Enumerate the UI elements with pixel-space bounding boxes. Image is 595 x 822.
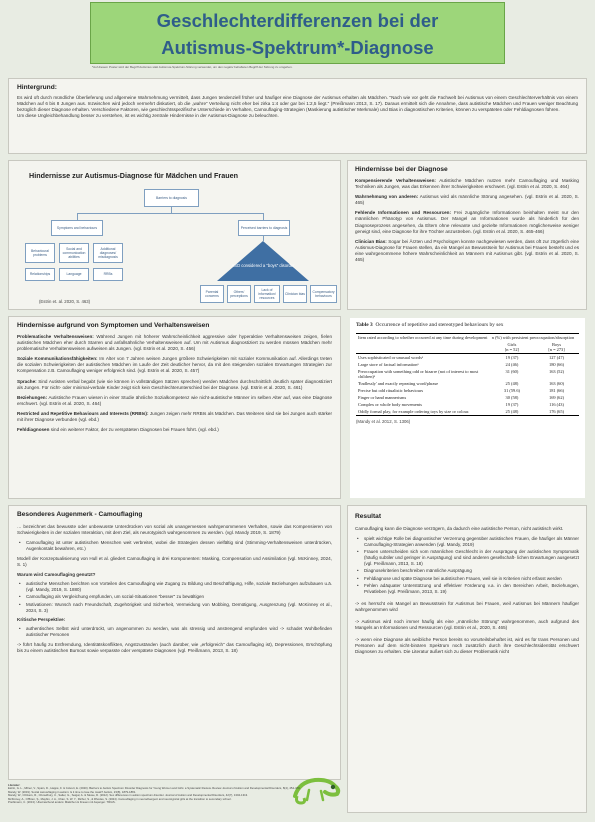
diagnose-item <box>355 194 579 206</box>
diagnose-item-term: Fehlende Informationen und Ressourcen: <box>355 210 452 216</box>
camouflage-kritisch-heading: Kritische Perspektive: <box>17 616 66 622</box>
symptome-item-text: Während Jungen mit höherer Wahrscheinlichkeit aggressive oder hyperaktive Verhaltensweisen zeigen, fielen autistischen Mädchen eher durch Starren und anfallsähnliche Verhaltensweisen auf. Um mit Autismus diagnostiziert zu werden müssen Mädchen mehr problematische Verhaltensweisen aufweisen als Jungen. (vgl. Estrin et al. 2020, S. 456) <box>17 334 332 352</box>
behaviours-table <box>356 333 579 416</box>
poster-title <box>91 7 504 61</box>
hintergrund-text: Es wird oft durch mündliche Überlieferung und allgemeine Wahrnehmung vermittelt, dass Jungen tendenziell früher und häufiger eine Diagnose der Autismus erhalten als Mädchen. "Nach wie vor geht die Fachwelt bei Autismus von einem Geschlechterverhältnis von einem Mädchen auf 6 bis 8 Jungen aus. Inzwischen wird jedoch vermehrt diskutiert, ob die „wahre“ Verteilung nicht eher bei zirka 1:4 oder gar bei 1:2,5 liegt." (Preißmann 2013, S. 17). Daraus ermittelt sich die Annahme, dass autistische Mädchen und Frauen weniger Beachtung bezüglich dieser Diagnose erhalten. Verschiedene Faktoren, wie geschlechtsspezifische Unterschiede im Verhalten, Camouflaging-Strategien (Maskierung autistischer Merkmale) und Bias in diagnostischen Kriterien, können zu verspäteten oder Fehldiagnosen führen. <box>17 95 578 113</box>
diagnose-panel <box>347 160 587 310</box>
diagram-left-child: Relationships <box>25 268 55 281</box>
diagram-bottom-child: Lack of information/ resources <box>254 285 280 303</box>
diagram-heading: Hindernisse zur Autismus-Diagnose für Mädchen und Frauen <box>29 171 238 180</box>
camouflage-intro: … bezeichnet das bewusste oder unbewusste Unterdrücken von sozial als unangemessen wahrgenommenen Verhalten, sowie das Kompensieren von Schwierigkeiten in der sozialen Interaktion, mit dem Ziel, als neurotypisch wahrgenommen zu werden. (vgl. Mandy 2019, S. 1879) <box>17 524 332 536</box>
diagram-central-triangle <box>217 241 309 281</box>
references <box>8 784 338 804</box>
diagnose-item-text: Frei zugängliche Informationen beinhalten meist nur den männlichen Phänotyp von Autismus. Der Mangel an Informationen wurde als hinderlich für den Diagnoseprozess angesehen, da Eltern ohne relevante und gezielte Informationen möglicherweise weniger geneigt sind, eine Diagnose für ihre Töchter anzustreben. (vgl. Estrin et al. 2020, S. 465-466) <box>355 210 579 234</box>
camouflage-list-3 <box>17 626 332 638</box>
diagram-symptoms-box: Symptoms and behaviours <box>51 220 103 236</box>
camouflage-model: Modell der Konzeptualisierung von Hull et al. gliedert Camouflaging in drei Komponenten: Masking, Compensation und Assimilation (vgl. McKinney, 2024, S. 1) <box>17 556 332 568</box>
symptome-item <box>17 411 332 423</box>
reference-line: Mandy, W., Chilvers, R., Chowdhury, U., Salter, G., Seigal, A. & Skuse, D. (2012). Sex differences in autism spectrum disorder. Journal of Autism and Developmental Disorders, 42(7), 1304-1313. <box>8 793 249 798</box>
hintergrund-heading: Hintergrund: <box>17 84 57 91</box>
table-caption <box>356 322 579 328</box>
table-header-group: n (%) with persistent preoccupation/absorption <box>491 335 575 340</box>
diagnose-item <box>355 239 579 263</box>
table-caption-text: Occurrence of repetitive and stereotyped behaviours by sex <box>375 322 504 328</box>
references-heading: Literatur: <box>8 783 21 787</box>
camouflage-list-1 <box>17 540 332 552</box>
poster-title-box <box>90 2 505 64</box>
table-header-row <box>356 334 579 342</box>
diagram-bottom-child: Clinician bias <box>283 285 307 303</box>
diagnose-item <box>355 178 579 190</box>
reference-line: McKinney, A., O'Brien, S., Maybin, J. A., Chan, S. W. Y., Richer, S., & Rhodes, S. (2024). Camouflaging in neurodivergent and neurotypical girls at the transition to secondary school. <box>8 796 232 801</box>
diagram-bottom-child: Compensatory behaviours <box>310 285 337 303</box>
table-row: Uses sophisticated or unusual wordsᵃ 19 (37) 127 (47) <box>356 354 579 362</box>
list-item: • autistische Menschen berichten von Vorteilen des Camouflaging wie Zugang zu Bildung und Beschäftigung, Hilfe, soziale Beziehungen aufzubauen u.ä. (vgl. Mandy, 2019, S. 1880) <box>17 581 332 593</box>
table-header-girls: Girls [n = 52] <box>504 342 520 352</box>
symptome-item-term: Soziale Kommunikationsfähigkeiten: <box>17 356 98 362</box>
resultat-list <box>355 536 579 595</box>
list-item: • spielt wichtige Rolle bei diagnostischer Verzerrung gegenüber autistischen Frauen, die häufiger als Männer Camouflaging-Strategien anwenden (vgl. Mandy, 2019) <box>355 536 579 548</box>
diagram-connector <box>77 213 78 220</box>
camouflage-panel <box>8 505 341 780</box>
list-item: • Fehlen adäquater Unterstützung und effektiver Förderung v.a. in den Bereichen Arbeit, Beziehungen, Privatleben (vgl. Preißmann, 2013, S. 19) <box>355 583 579 595</box>
diagnose-item-text: Autismus wird als männliche Störung angesehen. (vgl. Estrin et al. 2020, S. 465) <box>355 194 579 206</box>
symptome-panel <box>8 316 341 499</box>
diagram-connector <box>77 213 263 214</box>
symptome-item <box>17 356 332 374</box>
symptome-item-term: Sprache: <box>17 378 37 384</box>
symptome-item <box>17 379 332 391</box>
table-header-item: Item rated according to whether occurred at any time during development <box>358 335 488 340</box>
camouflage-heading: Besonderes Augenmerk - Camouflaging <box>17 511 143 518</box>
diagram-perceived-box: Perceived barriers to diagnosis <box>238 220 290 236</box>
diagnose-item-text: Sogar bei Ärzten und Psychologen konnte nachgewiesen werden, dass oft zur zögerlich eine Autismus-Diagnose für Frauen stellen, da ein Mangel an Bewusstsein für Autismus bei Frauen besteht und es eine wahrgenommene höhere Wahrscheinlichkeit an Männern mit Autismus gibt. (vgl. Estrin et al. 2020, S. 465) <box>355 238 580 263</box>
diagnose-item-term: Clinician Bias: <box>355 238 387 244</box>
list-item: • Camouflaging ist unter autistischen Menschen weit verbreitet, wobei die Strategien dessen vielfältig sind (Stimming-Verhaltensweisen unterdrücken, Augenkontakt bewahren, etc.) <box>17 540 332 552</box>
symptome-item <box>17 395 332 407</box>
diagram-bottom-child: Others' perceptions <box>227 285 251 303</box>
resultat-p1: -> es herrscht ein Mangel an Bewusstsein für Autismus bei Frauen, weil Autismus bei Männern häufiger wahrgenommen wird <box>355 600 579 612</box>
symptome-item-term: Restricted and Repetitive Behaviours and Interests (RRBIs): <box>17 410 149 416</box>
list-item: • authentisches Selbst wird unterdrückt, um angenommen zu werden, was als stressig und anstrengend empfunden wird -> schadet Wohlbefinden autistischer Personen <box>17 626 332 638</box>
symptome-item-text: sind ein weiterer Faktor, der zu verspäteten Diagnosen bei Frauen führt. (vgl. ebd.) <box>50 427 219 433</box>
symptome-item-text: Sind Autisten verbal begabt (wie sie können in vollständigen Sätzen sprechen) werden Mädchen durchschnittlich deutlich später diagnostiziert als Jungen. Für nicht- oder minimal-verbale Kinder zeigt sich kein Geschlechterunterschied bei der Diagnose. (vgl. Estrin et al. 2020, S. 461) <box>17 378 332 390</box>
table-caption-label: Table 3 <box>356 322 373 328</box>
table-row: 'Endlessly' and exactly repeating word/phrase 25 (48) 163 (60) <box>358 381 565 386</box>
symptome-item <box>17 334 332 352</box>
resultat-intro: Camouflaging kann die Diagnose verzögern, da dadurch eine autistische Person, nicht autistisch wirkt. <box>355 526 564 531</box>
symptome-item-term: Problematische Verhaltensweisen: <box>17 334 94 339</box>
reference-line: Mandy, W. (2019). Social camouflaging in autism: Is it time to lose the mask? Autism, 23(8), 1879-1881. <box>8 789 137 794</box>
table-row: Precise but odd ritualistic behaviours 31 (59.6) 181 (66) <box>358 388 565 393</box>
diagnose-heading: Hindernisse bei der Diagnose <box>355 166 448 173</box>
camouflage-outro: -> führt häufig zu Entfremdung, Identitätskonflikten, Angstzuständen (auch darüber, wie „erfolgreich" das Camouflaging ist), Depressionen, Erschöpfung bis zu einem autistischen Burnout sowie verpasste oder verspätete Diagnosen (vgl. Preißmann, 2013, S. 18) <box>17 641 332 653</box>
camouflage-list-2 <box>17 581 332 613</box>
diagram-top-box: Barriers to diagnosis <box>144 189 199 207</box>
reference-line: Preißmann, C. (2013). Überraschend anders: Mädchen & Frauen mit Asperger. TRIAS. <box>8 800 116 805</box>
reference-line: Estrin, G. L., Milner, V., Spain, D., Happé, F. & Colvert, E. (2020). Barriers to Autism Spectrum Disorder Diagnosis for Young Women and Girls: a Systematic Review. Review Journal of Autism and Developmental Disorders, 8(4), 454-470. <box>8 786 301 791</box>
diagram-left-child: RRBs <box>93 268 123 281</box>
list-item: • Fehldiagnose und späte Diagnose bei autistischen Frauen, weil sie in Kriterien nicht erfasst werden <box>355 576 579 582</box>
poster-title-line1: Geschlechterdifferenzen bei der <box>156 10 439 31</box>
symptome-item-term: Beziehungen: <box>17 394 48 400</box>
symptome-item-text: Jungen zeigen mehr RRBIs als Mädchen. Das Weiteren sind sie bei Jungen auch stärker mit ihrer Diagnose verbunden (vgl. ebd.) <box>17 410 332 423</box>
table-row: Finger or hand mannerisms 30 (58) 169 (62) <box>358 395 565 400</box>
list-item: • Camouflaging als Vergleichung empfunden, um sozial-Situationen "besser" zu bewältigen <box>17 594 332 600</box>
diagram-left-child: Language <box>59 268 89 281</box>
diagram-bottom-child: Parental concerns <box>200 285 224 303</box>
symptome-item-text: Autistische Frauen wiesen in einer Studie ähnliche Sozialkompetenz wie nicht-autistische Männer im selben Alter auf, was eine Diagnose erschwert. (vgl. Estrin et al. 2020, S. 464) <box>17 394 332 406</box>
diagnose-item-term: Wahrnehmung von anderen: <box>355 194 419 200</box>
resultat-panel <box>347 505 587 813</box>
table-row: Complex or whole body movements 19 (37) 116 (43) <box>358 402 564 407</box>
diagnose-item-text: Autistische Mädchen nutzen mehr Camouflaging und Masking Techniken als Jungen, was das Erkennen ihrer Schwierigkeiten erschwert. (vgl. Estrin et al. 2020, S. 464) <box>355 178 579 190</box>
symptome-heading: Hindernisse aufgrund von Symptomen und Verhaltensweisen <box>17 322 210 329</box>
diagnose-item <box>355 210 579 234</box>
table-citation: (Mandy et al. 2012, S. 1306) <box>356 419 411 424</box>
table-row: Oddly formal play, for example ordering toys by size or colour. 25 (48) 176 (65) <box>356 408 579 416</box>
resultat-p3: -> wenn eine Diagnose als weibliche Person bereits so vorurteilsbehaftet ist, wird es für trans Personen und Personen auf dem nicht-binären Spektrum noch zusätzlich durch ihre Geschlechtsidentität erschwert Diagnosen zu erhalten. Die Literatur äußert sich zu dieser Problematik nicht <box>355 637 579 655</box>
symptome-item <box>17 427 332 433</box>
list-item: • Diagnosekriterien beschreiben männliche Ausprägung <box>355 568 579 574</box>
resultat-p2: -> Autismus wird noch immer häufig als eine „männliche Störung" wahrgenommen, auch aufgrund des Mangels an Informationen und Ressourcen (vgl. Estrin et al., 2020, S. 465) <box>355 619 579 631</box>
diagram-central-label: ASD considered a "boys" disorder <box>231 263 295 268</box>
hintergrund-panel <box>8 78 587 154</box>
symptome-item-term: Fehldiagnosen <box>17 427 50 433</box>
symptome-item-text: Im Alter von 7 Jahren weisen Jungen größere Schwierigkeiten mit sozialer Kommunikation auf. Allerdings treten die sozialen Schwierigkeiten der autistischen Mädchen im Laufe der Zeit deutlicher hervor, da mit den steigenden sozialen Erwartungen Strategien zur Kompensation z.B. Camouflaging weniger erfolgreich sind. (vgl. Estrin et al. 2020, S. 457) <box>17 356 332 374</box>
diagram-connector <box>263 213 264 220</box>
hintergrund-text2: Um diese Ungleichbehandlung besser zu verstehen, ist es wichtig zentrale Hindernisse in der Autismus-Diagnose zu beleuchten. <box>17 113 279 119</box>
table-row: Large store of factual informationᵃ 24 (46) 180 (66) <box>358 362 565 367</box>
title-footnote: *Auf diesem Poster wird der Begriff Autismus statt Autismus-Spektrum-Störung verwendet, um den negativ behafteten Begriff der Störung zu umgehen. <box>92 65 293 69</box>
table-header-boys: Boys [n = 273] <box>548 342 565 352</box>
table-row: Preoccupation with something odd or bizarre (not of interest to most children)ᵃ 31 (60) 163 (52) <box>358 369 565 379</box>
camouflage-warum-heading: Warum wird Camouflaging genutzt? <box>17 572 96 578</box>
list-item: • Frauen unterscheiden sich vom männlichen Geschlecht in der Ausprägung der autistischen Symptomatik (häufig subtiler und geringer in Ausprägung) und sind anderen gesellschaft- lichen Erwartungen ausgesetzt (vgl. Preißmann, 2013, S. 18) <box>355 549 579 567</box>
table-panel <box>350 318 585 498</box>
diagram-citation: (Estrin et. al. 2020, S. 463) <box>39 299 91 304</box>
diagram-left-child: Additional diagnoses/ misdiagnosis <box>93 243 123 263</box>
resultat-heading: Resultat <box>355 513 382 520</box>
list-item: • Motivationen: Wunsch nach Freundschaft, Zugehörigkeit und Sicherheit, Vermeidung von Mobbing, Demütigung, Ausgrenzung (vgl. McKinney et al., 2024, S. 3) <box>17 602 332 614</box>
diagram-panel <box>8 160 341 310</box>
diagram-left-child: Behavioural problems <box>25 243 55 263</box>
poster-title-line2: Autismus-Spektrum*-Diagnose <box>161 37 434 58</box>
diagnose-item-term: Kompensierende Verhaltensweisen: <box>355 178 436 183</box>
diagram-left-child: Social and communication abilities <box>59 243 89 263</box>
